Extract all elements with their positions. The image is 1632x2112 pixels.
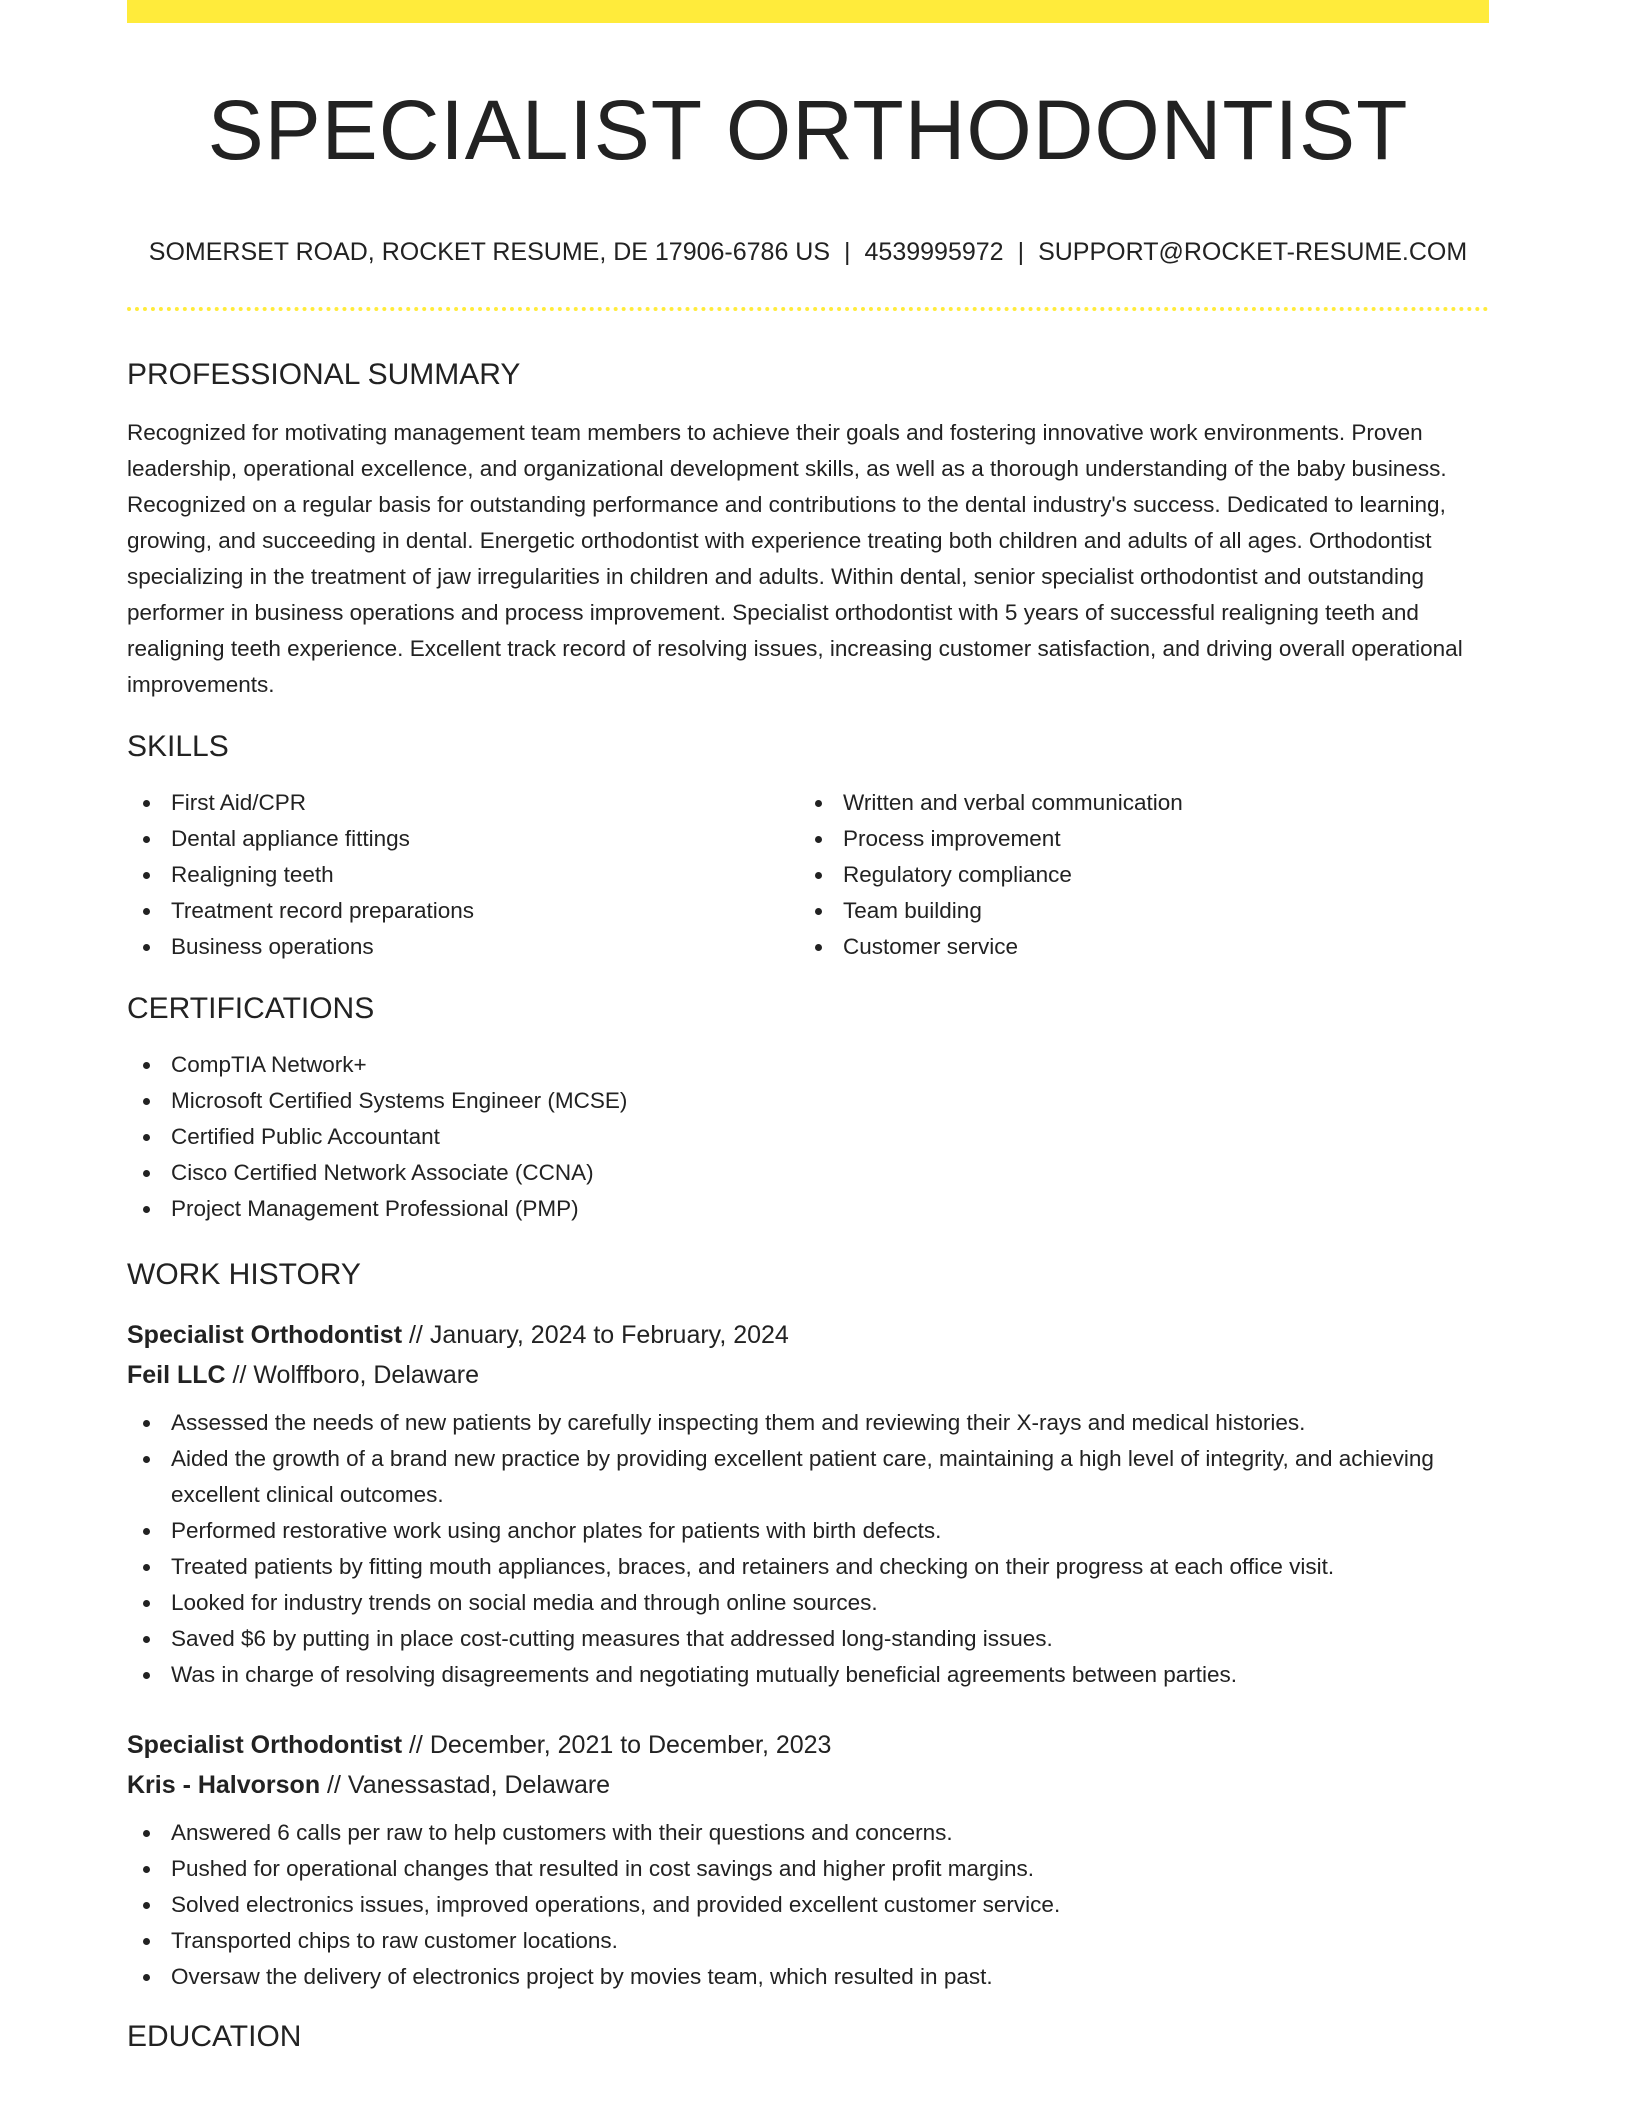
skill-item: First Aid/CPR	[127, 785, 799, 821]
job-bullets	[127, 1815, 1489, 1995]
certification-item: Certified Public Accountant	[127, 1119, 1489, 1155]
resume-page	[127, 0, 1489, 2055]
job-company-line	[127, 1355, 1489, 1395]
contact-line	[127, 237, 1489, 267]
job-dates: // December, 2021 to December, 2023	[402, 1731, 832, 1759]
certification-item: CompTIA Network+	[127, 1047, 1489, 1083]
certifications-title: CERTIFICATIONS	[127, 992, 375, 1025]
job-location: // Wolffboro, Delaware	[225, 1361, 479, 1389]
skills-left-column	[127, 785, 799, 965]
email: SUPPORT@ROCKET-RESUME.COM	[1038, 238, 1468, 266]
skills-right-column	[799, 785, 1471, 965]
job-role-line	[127, 1315, 1489, 1355]
job-bullet: Performed restorative work using anchor plates for patients with birth defects.	[127, 1513, 1489, 1549]
job-bullet: Looked for industry trends on social media and through online sources.	[127, 1585, 1489, 1621]
skill-item: Customer service	[799, 929, 1471, 965]
job-role: Specialist Orthodontist	[127, 1321, 403, 1349]
job-dates: // January, 2024 to February, 2024	[402, 1321, 789, 1349]
skill-item: Dental appliance fittings	[127, 821, 799, 857]
certification-item: Project Management Professional (PMP)	[127, 1191, 1489, 1227]
job-company-line	[127, 1765, 1489, 1805]
job-location: // Vanessastad, Delaware	[320, 1771, 611, 1799]
job-bullet: Pushed for operational changes that resulted in cost savings and higher profit margins.	[127, 1851, 1489, 1887]
accent-bar	[127, 0, 1489, 23]
candidate-name: SPECIALIST ORTHODONTIST	[207, 83, 1409, 177]
certifications-list	[127, 1047, 1489, 1227]
skill-item: Treatment record preparations	[127, 893, 799, 929]
job-bullet: Aided the growth of a brand new practice by providing excellent patient care, maintaining a high level of integrity, and achieving excellent clinical outcomes.	[127, 1441, 1489, 1513]
summary-text: Recognized for motivating management team members to achieve their goals and fostering innovative work environments. Proven leadership, operational excellence, and organizational development skills, as well as a thorough understanding of the baby business. Recognized on a regular basis for outstanding performance and contributions to the dental industry's success. Dedicated to learning, growing, and succeeding in dental. Energetic orthodontist with experience treating both children and adults of all ages. Orthodontist specializing in the treatment of jaw irregularities in children and adults. Within dental, senior specialist orthodontist and outstanding performer in business operations and process improvement. Specialist orthodontist with 5 years of successful realigning teeth and realigning teeth experience. Excellent track record of resolving issues, increasing customer satisfaction, and driving overall operational improvements.	[127, 420, 1463, 697]
job-company: Feil LLC	[127, 1361, 226, 1389]
skill-item: Team building	[799, 893, 1471, 929]
dotted-divider	[127, 307, 1489, 311]
contact-separator: |	[844, 238, 851, 266]
education-title: EDUCATION	[127, 2020, 302, 2053]
job-bullet: Was in charge of resolving disagreements and negotiating mutually beneficial agreements between parties.	[127, 1657, 1489, 1693]
job-bullet: Saved $6 by putting in place cost-cutting measures that addressed long-standing issues.	[127, 1621, 1489, 1657]
certification-item: Microsoft Certified Systems Engineer (MCSE)	[127, 1083, 1489, 1119]
job-bullet: Oversaw the delivery of electronics project by movies team, which resulted in past.	[127, 1959, 1489, 1995]
job-bullet: Solved electronics issues, improved operations, and provided excellent customer service.	[127, 1887, 1489, 1923]
skills-title: SKILLS	[127, 730, 229, 763]
skill-item: Regulatory compliance	[799, 857, 1471, 893]
contact-separator: |	[1017, 238, 1025, 266]
skills-grid	[127, 785, 1489, 965]
job-bullet: Transported chips to raw customer locations.	[127, 1923, 1489, 1959]
job-role: Specialist Orthodontist	[127, 1731, 403, 1759]
skill-item: Realigning teeth	[127, 857, 799, 893]
job-bullet: Assessed the needs of new patients by carefully inspecting them and reviewing their X-rays and medical histories.	[127, 1405, 1489, 1441]
job-bullets	[127, 1405, 1489, 1693]
phone: 4539995972	[864, 238, 1004, 266]
job-company: Kris - Halvorson	[127, 1771, 321, 1799]
skill-item: Process improvement	[799, 821, 1471, 857]
address: SOMERSET ROAD, ROCKET RESUME, DE 17906-6786 US	[148, 238, 831, 266]
job-bullet: Treated patients by fitting mouth appliances, braces, and retainers and checking on their progress at each office visit.	[127, 1549, 1489, 1585]
skill-item: Business operations	[127, 929, 799, 965]
skill-item: Written and verbal communication	[799, 785, 1471, 821]
certification-item: Cisco Certified Network Associate (CCNA)	[127, 1155, 1489, 1191]
job-role-line	[127, 1725, 1489, 1765]
work-history-title: WORK HISTORY	[127, 1258, 361, 1291]
job-entry	[127, 1315, 1489, 1693]
summary-title: PROFESSIONAL SUMMARY	[127, 358, 521, 391]
job-entry	[127, 1725, 1489, 1995]
job-bullet: Answered 6 calls per raw to help customers with their questions and concerns.	[127, 1815, 1489, 1851]
